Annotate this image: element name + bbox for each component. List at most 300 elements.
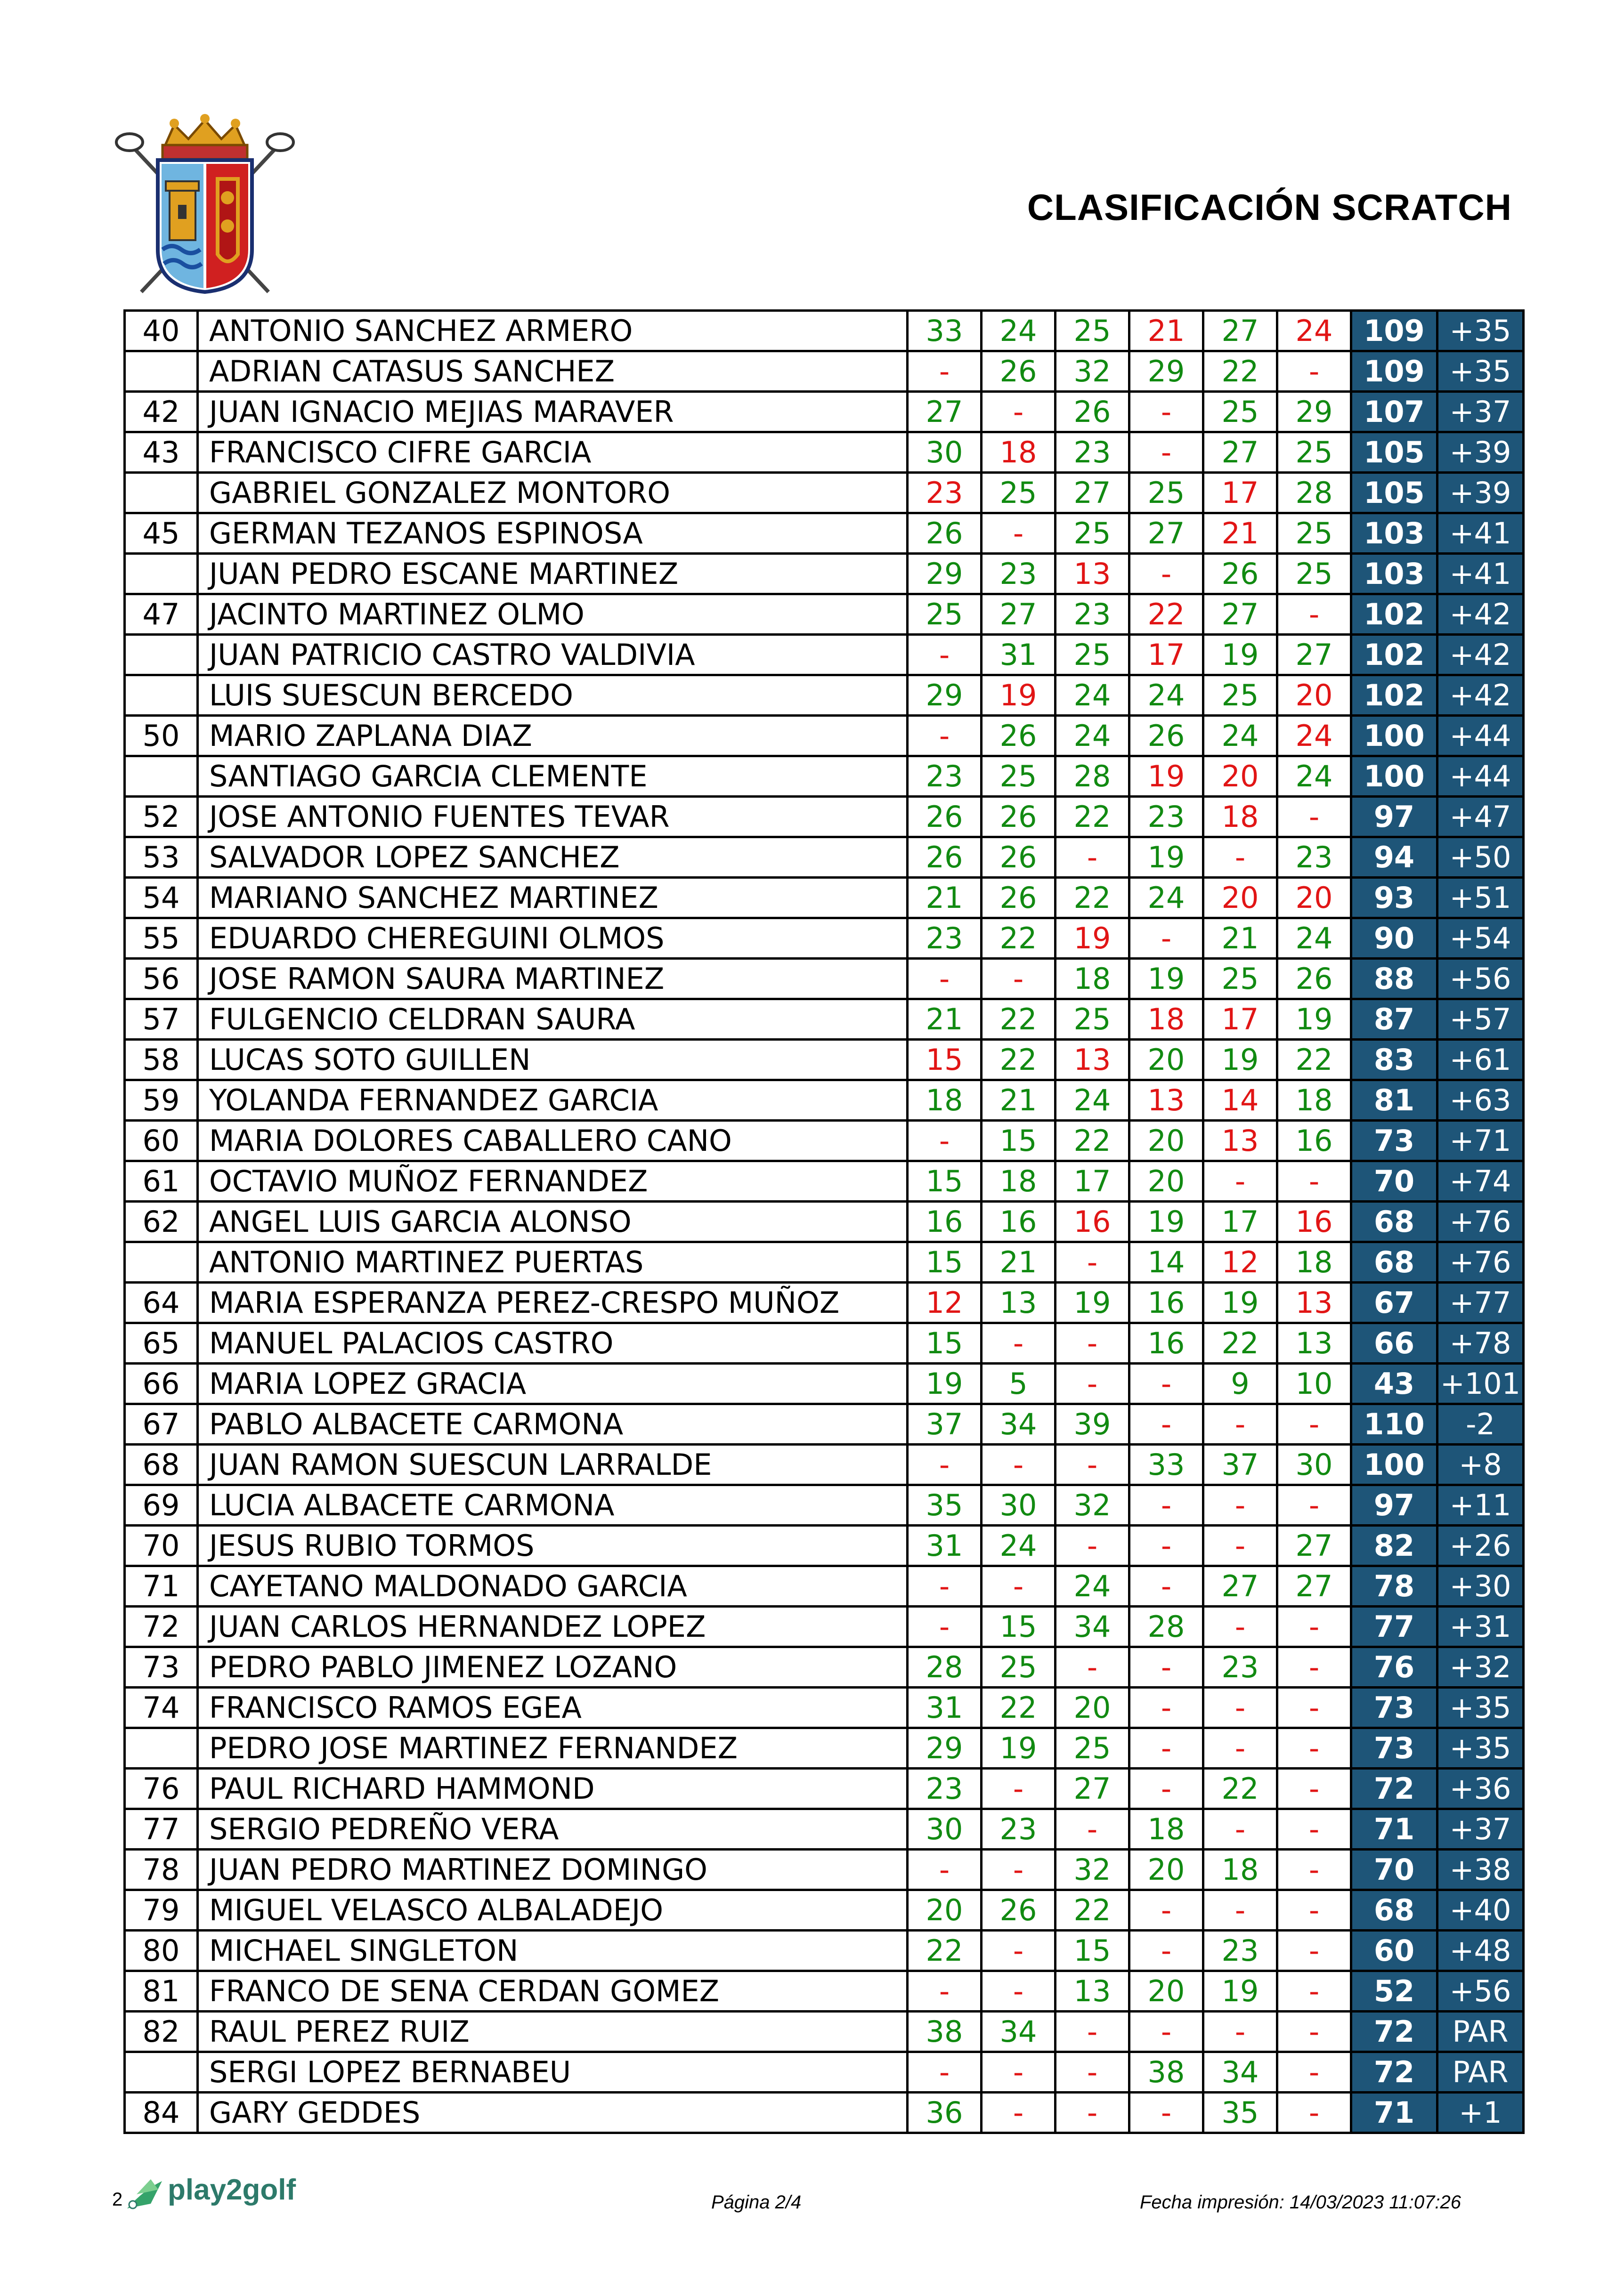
round-score-cell: 27	[1203, 594, 1277, 635]
round-score-cell: -	[1129, 392, 1203, 432]
player-name-cell: JOSE RAMON SAURA MARTINEZ	[198, 959, 908, 999]
position-cell: 66	[125, 1364, 198, 1404]
player-name-cell: JUAN PEDRO MARTINEZ DOMINGO	[198, 1850, 908, 1890]
round-score-cell: 26	[982, 351, 1056, 392]
round-score-cell: 16	[982, 1202, 1056, 1242]
round-score-cell: 13	[1277, 1323, 1351, 1364]
player-name-cell: ANTONIO SANCHEZ ARMERO	[198, 311, 908, 351]
round-score-cell: 25	[982, 1647, 1056, 1688]
round-score-cell: 30	[908, 1809, 982, 1850]
player-name-cell: PABLO ALBACETE CARMONA	[198, 1404, 908, 1445]
table-row	[125, 1161, 1524, 1202]
round-score-cell: -	[1129, 1688, 1203, 1728]
round-score-cell: 20	[1277, 675, 1351, 716]
round-score-cell: 34	[982, 2012, 1056, 2052]
total-cell: 78	[1351, 1566, 1437, 1607]
position-cell: 68	[125, 1445, 198, 1485]
round-score-cell: -	[982, 1323, 1056, 1364]
total-cell: 68	[1351, 1242, 1437, 1283]
par-difference-cell: +56	[1437, 959, 1524, 999]
table-row	[125, 1647, 1524, 1688]
round-score-cell: 16	[1277, 1121, 1351, 1161]
round-score-cell: 38	[908, 2012, 982, 2052]
round-score-cell: 34	[1203, 2052, 1277, 2093]
round-score-cell: 24	[982, 311, 1056, 351]
round-score-cell: 26	[1277, 959, 1351, 999]
round-score-cell: 32	[1056, 1485, 1129, 1526]
par-difference-cell: +57	[1437, 999, 1524, 1040]
player-name-cell: OCTAVIO MUÑOZ FERNANDEZ	[198, 1161, 908, 1202]
round-score-cell: -	[908, 1566, 982, 1607]
table-row	[125, 959, 1524, 999]
round-score-cell: -	[1203, 1728, 1277, 1769]
round-score-cell: 19	[1203, 1040, 1277, 1080]
round-score-cell: -	[908, 1850, 982, 1890]
round-score-cell: 39	[1056, 1404, 1129, 1445]
round-score-cell: 13	[982, 1283, 1056, 1323]
round-score-cell: 21	[908, 878, 982, 918]
player-name-cell: MANUEL PALACIOS CASTRO	[198, 1323, 908, 1364]
player-name-cell: ANGEL LUIS GARCIA ALONSO	[198, 1202, 908, 1242]
table-row	[125, 878, 1524, 918]
table-row	[125, 918, 1524, 959]
par-difference-cell: +42	[1437, 594, 1524, 635]
round-score-cell: 29	[1129, 351, 1203, 392]
round-score-cell: 28	[1056, 756, 1129, 797]
round-score-cell: -	[1277, 1688, 1351, 1728]
position-cell	[125, 473, 198, 513]
player-name-cell: RAUL PEREZ RUIZ	[198, 2012, 908, 2052]
round-score-cell: 26	[1203, 554, 1277, 594]
position-cell: 76	[125, 1769, 198, 1809]
position-cell: 71	[125, 1566, 198, 1607]
round-score-cell: 35	[908, 1485, 982, 1526]
par-difference-cell: +42	[1437, 635, 1524, 675]
par-difference-cell: +77	[1437, 1283, 1524, 1323]
player-name-cell: JACINTO MARTINEZ OLMO	[198, 594, 908, 635]
round-score-cell: 25	[1277, 513, 1351, 554]
round-score-cell: 27	[1129, 513, 1203, 554]
par-difference-cell: +44	[1437, 756, 1524, 797]
round-score-cell: -	[1056, 2093, 1129, 2133]
round-score-cell: 16	[1277, 1202, 1351, 1242]
position-cell: 69	[125, 1485, 198, 1526]
player-name-cell: CAYETANO MALDONADO GARCIA	[198, 1566, 908, 1607]
round-score-cell: 21	[982, 1242, 1056, 1283]
position-cell: 59	[125, 1080, 198, 1121]
round-score-cell: 21	[1129, 311, 1203, 351]
player-name-cell: SERGIO PEDREÑO VERA	[198, 1809, 908, 1850]
round-score-cell: -	[1277, 1728, 1351, 1769]
round-score-cell: -	[1056, 1323, 1129, 1364]
round-score-cell: 15	[908, 1161, 982, 1202]
par-difference-cell: +41	[1437, 554, 1524, 594]
par-difference-cell: +101	[1437, 1364, 1524, 1404]
round-score-cell: 33	[908, 311, 982, 351]
total-cell: 103	[1351, 513, 1437, 554]
position-cell: 43	[125, 432, 198, 473]
player-name-cell: GABRIEL GONZALEZ MONTORO	[198, 473, 908, 513]
round-score-cell: 23	[1129, 797, 1203, 837]
table-row	[125, 1769, 1524, 1809]
round-score-cell: 23	[908, 473, 982, 513]
table-row	[125, 756, 1524, 797]
page-indicator: Página 2/4	[711, 2192, 802, 2213]
round-score-cell: -	[1129, 1364, 1203, 1404]
total-cell: 73	[1351, 1728, 1437, 1769]
round-score-cell: 26	[982, 1890, 1056, 1931]
round-score-cell: 20	[1129, 1040, 1203, 1080]
round-score-cell: -	[1129, 1647, 1203, 1688]
round-score-cell: -	[1056, 2052, 1129, 2093]
round-score-cell: -	[1129, 918, 1203, 959]
position-cell	[125, 1728, 198, 1769]
position-cell: 57	[125, 999, 198, 1040]
par-difference-cell: +1	[1437, 2093, 1524, 2133]
round-score-cell: -	[982, 1850, 1056, 1890]
round-score-cell: 37	[908, 1404, 982, 1445]
round-score-cell: -	[1129, 1485, 1203, 1526]
position-cell	[125, 756, 198, 797]
round-score-cell: 15	[908, 1323, 982, 1364]
round-score-cell: 25	[1277, 432, 1351, 473]
round-score-cell: 19	[1129, 1202, 1203, 1242]
print-date: Fecha impresión: 14/03/2023 11:07:26	[1140, 2192, 1461, 2213]
round-score-cell: 26	[982, 837, 1056, 878]
round-score-cell: 26	[1129, 716, 1203, 756]
round-score-cell: 29	[908, 1728, 982, 1769]
round-score-cell: 29	[908, 554, 982, 594]
round-score-cell: 18	[982, 1161, 1056, 1202]
total-cell: 68	[1351, 1890, 1437, 1931]
round-score-cell: 20	[1129, 1850, 1203, 1890]
table-row	[125, 635, 1524, 675]
table-row	[125, 1526, 1524, 1566]
table-row	[125, 1040, 1524, 1080]
round-score-cell: 20	[908, 1890, 982, 1931]
par-difference-cell: +61	[1437, 1040, 1524, 1080]
round-score-cell: 18	[1277, 1080, 1351, 1121]
round-score-cell: -	[1056, 1647, 1129, 1688]
player-name-cell: FRANCISCO RAMOS EGEA	[198, 1688, 908, 1728]
round-score-cell: 22	[1203, 1769, 1277, 1809]
table-row	[125, 1566, 1524, 1607]
round-score-cell: 30	[1277, 1445, 1351, 1485]
round-score-cell: 27	[1203, 432, 1277, 473]
round-score-cell: 25	[1056, 999, 1129, 1040]
round-score-cell: 16	[908, 1202, 982, 1242]
total-cell: 73	[1351, 1688, 1437, 1728]
par-difference-cell: +63	[1437, 1080, 1524, 1121]
round-score-cell: -	[1277, 1890, 1351, 1931]
table-row	[125, 1121, 1524, 1161]
round-score-cell: 21	[982, 1080, 1056, 1121]
round-score-cell: 12	[1203, 1242, 1277, 1283]
position-cell: 73	[125, 1647, 198, 1688]
position-cell	[125, 554, 198, 594]
par-difference-cell: +32	[1437, 1647, 1524, 1688]
round-score-cell: 19	[1129, 837, 1203, 878]
round-score-cell: 19	[1129, 959, 1203, 999]
par-difference-cell: +54	[1437, 918, 1524, 959]
position-cell: 72	[125, 1607, 198, 1647]
round-score-cell: 19	[1056, 918, 1129, 959]
table-row	[125, 2093, 1524, 2133]
logo-text: play2golf	[168, 2174, 296, 2206]
player-name-cell: MICHAEL SINGLETON	[198, 1931, 908, 1971]
table-row	[125, 1323, 1524, 1364]
par-difference-cell: +48	[1437, 1931, 1524, 1971]
round-score-cell: 18	[1129, 1809, 1203, 1850]
position-cell	[125, 675, 198, 716]
round-score-cell: 26	[982, 716, 1056, 756]
round-score-cell: 24	[1129, 675, 1203, 716]
player-name-cell: LUIS SUESCUN BERCEDO	[198, 675, 908, 716]
position-cell: 50	[125, 716, 198, 756]
round-score-cell: -	[982, 1566, 1056, 1607]
round-score-cell: 25	[982, 756, 1056, 797]
round-score-cell: 18	[1203, 797, 1277, 837]
round-score-cell: -	[982, 959, 1056, 999]
position-cell: 67	[125, 1404, 198, 1445]
position-cell: 47	[125, 594, 198, 635]
round-score-cell: 36	[908, 2093, 982, 2133]
round-score-cell: 25	[1203, 675, 1277, 716]
golf-flag-icon	[122, 2175, 166, 2212]
round-score-cell: 22	[1056, 878, 1129, 918]
round-score-cell: 25	[1277, 554, 1351, 594]
total-cell: 109	[1351, 311, 1437, 351]
round-score-cell: 28	[908, 1647, 982, 1688]
total-cell: 102	[1351, 594, 1437, 635]
table-row	[125, 513, 1524, 554]
position-cell: 80	[125, 1931, 198, 1971]
round-score-cell: 30	[908, 432, 982, 473]
round-score-cell: 18	[1277, 1242, 1351, 1283]
position-cell: 82	[125, 2012, 198, 2052]
total-cell: 110	[1351, 1404, 1437, 1445]
round-score-cell: 22	[1129, 594, 1203, 635]
round-score-cell: -	[1056, 1526, 1129, 1566]
position-cell	[125, 351, 198, 392]
round-score-cell: -	[1277, 797, 1351, 837]
round-score-cell: 10	[1277, 1364, 1351, 1404]
position-cell: 74	[125, 1688, 198, 1728]
round-score-cell: 26	[908, 837, 982, 878]
round-score-cell: 17	[1056, 1161, 1129, 1202]
player-name-cell: MARIO ZAPLANA DIAZ	[198, 716, 908, 756]
position-cell: 54	[125, 878, 198, 918]
total-cell: 97	[1351, 1485, 1437, 1526]
round-score-cell: 23	[908, 1769, 982, 1809]
round-score-cell: -	[1129, 1566, 1203, 1607]
par-difference-cell: +35	[1437, 1728, 1524, 1769]
table-row	[125, 1404, 1524, 1445]
total-cell: 66	[1351, 1323, 1437, 1364]
round-score-cell: -	[1277, 594, 1351, 635]
round-score-cell: 25	[982, 473, 1056, 513]
round-score-cell: 38	[1129, 2052, 1203, 2093]
round-score-cell: 28	[1277, 473, 1351, 513]
round-score-cell: 22	[1056, 1121, 1129, 1161]
round-score-cell: -	[1203, 1688, 1277, 1728]
table-row	[125, 554, 1524, 594]
round-score-cell: 24	[1056, 1566, 1129, 1607]
player-name-cell: LUCIA ALBACETE CARMONA	[198, 1485, 908, 1526]
total-cell: 93	[1351, 878, 1437, 918]
table-row	[125, 999, 1524, 1040]
total-cell: 72	[1351, 2012, 1437, 2052]
par-difference-cell: +47	[1437, 797, 1524, 837]
player-name-cell: PAUL RICHARD HAMMOND	[198, 1769, 908, 1809]
round-score-cell: -	[982, 1445, 1056, 1485]
round-score-cell: 27	[1277, 635, 1351, 675]
player-name-cell: MARIANO SANCHEZ MARTINEZ	[198, 878, 908, 918]
round-score-cell: -	[1277, 1161, 1351, 1202]
player-name-cell: JESUS RUBIO TORMOS	[198, 1526, 908, 1566]
player-name-cell: JUAN PEDRO ESCANE MARTINEZ	[198, 554, 908, 594]
par-difference-cell: PAR	[1437, 2052, 1524, 2093]
round-score-cell: -	[908, 1121, 982, 1161]
round-score-cell: 32	[1056, 1850, 1129, 1890]
round-score-cell: 19	[982, 675, 1056, 716]
round-score-cell: 22	[982, 999, 1056, 1040]
player-name-cell: JUAN PATRICIO CASTRO VALDIVIA	[198, 635, 908, 675]
round-score-cell: 20	[1129, 1971, 1203, 2012]
table-row	[125, 837, 1524, 878]
round-score-cell: 22	[1203, 351, 1277, 392]
player-name-cell: JOSE ANTONIO FUENTES TEVAR	[198, 797, 908, 837]
position-cell: 42	[125, 392, 198, 432]
player-name-cell: PEDRO JOSE MARTINEZ FERNANDEZ	[198, 1728, 908, 1769]
player-name-cell: GARY GEDDES	[198, 2093, 908, 2133]
round-score-cell: -	[1277, 2093, 1351, 2133]
total-cell: 103	[1351, 554, 1437, 594]
round-score-cell: 31	[908, 1688, 982, 1728]
total-cell: 68	[1351, 1202, 1437, 1242]
table-row	[125, 432, 1524, 473]
round-score-cell: 27	[1277, 1566, 1351, 1607]
par-difference-cell: +31	[1437, 1607, 1524, 1647]
round-score-cell: 27	[982, 594, 1056, 635]
round-score-cell: -	[908, 351, 982, 392]
round-score-cell: 29	[1277, 392, 1351, 432]
round-score-cell: 25	[1056, 311, 1129, 351]
round-score-cell: 14	[1203, 1080, 1277, 1121]
round-score-cell: -	[1056, 2012, 1129, 2052]
round-score-cell: -	[982, 1769, 1056, 1809]
round-score-cell: 27	[1203, 1566, 1277, 1607]
round-score-cell: 33	[1129, 1445, 1203, 1485]
table-row	[125, 1607, 1524, 1647]
round-score-cell: 15	[908, 1040, 982, 1080]
par-difference-cell: +56	[1437, 1971, 1524, 2012]
round-score-cell: -	[908, 1607, 982, 1647]
round-score-cell: 13	[1203, 1121, 1277, 1161]
round-score-cell: -	[982, 2093, 1056, 2133]
round-score-cell: 24	[1056, 1080, 1129, 1121]
round-score-cell: 34	[1056, 1607, 1129, 1647]
par-difference-cell: +35	[1437, 311, 1524, 351]
round-score-cell: -	[1277, 2012, 1351, 2052]
player-name-cell: JUAN RAMON SUESCUN LARRALDE	[198, 1445, 908, 1485]
position-cell: 52	[125, 797, 198, 837]
par-difference-cell: +76	[1437, 1242, 1524, 1283]
round-score-cell: -	[1203, 1404, 1277, 1445]
round-score-cell: 24	[1056, 675, 1129, 716]
round-score-cell: 20	[1129, 1161, 1203, 1202]
total-cell: 102	[1351, 675, 1437, 716]
round-score-cell: -	[1277, 1850, 1351, 1890]
position-cell	[125, 1242, 198, 1283]
total-cell: 109	[1351, 351, 1437, 392]
total-cell: 87	[1351, 999, 1437, 1040]
table-row	[125, 1688, 1524, 1728]
player-name-cell: MARIA DOLORES CABALLERO CANO	[198, 1121, 908, 1161]
round-score-cell: 26	[1056, 392, 1129, 432]
round-score-cell: 13	[1277, 1283, 1351, 1323]
round-score-cell: -	[1129, 1728, 1203, 1769]
total-cell: 71	[1351, 2093, 1437, 2133]
round-score-cell: 19	[1203, 1283, 1277, 1323]
total-cell: 81	[1351, 1080, 1437, 1121]
par-difference-cell: +8	[1437, 1445, 1524, 1485]
round-score-cell: -	[1056, 1364, 1129, 1404]
round-score-cell: 24	[1129, 878, 1203, 918]
round-score-cell: 16	[1056, 1202, 1129, 1242]
total-cell: 100	[1351, 756, 1437, 797]
total-cell: 105	[1351, 432, 1437, 473]
round-score-cell: 16	[1129, 1323, 1203, 1364]
par-difference-cell: +78	[1437, 1323, 1524, 1364]
round-score-cell: 26	[908, 513, 982, 554]
round-score-cell: 26	[982, 878, 1056, 918]
round-score-cell: 24	[1277, 716, 1351, 756]
total-cell: 43	[1351, 1364, 1437, 1404]
player-name-cell: MARIA LOPEZ GRACIA	[198, 1364, 908, 1404]
par-difference-cell: +71	[1437, 1121, 1524, 1161]
round-score-cell: 20	[1203, 756, 1277, 797]
round-score-cell: 23	[1056, 594, 1129, 635]
position-cell: 56	[125, 959, 198, 999]
round-score-cell: -	[1203, 837, 1277, 878]
round-score-cell: 25	[1056, 635, 1129, 675]
round-score-cell: 25	[1056, 1728, 1129, 1769]
position-cell: 60	[125, 1121, 198, 1161]
position-cell: 64	[125, 1283, 198, 1323]
table-row	[125, 1364, 1524, 1404]
round-score-cell: 18	[982, 432, 1056, 473]
round-score-cell: -	[1129, 432, 1203, 473]
round-score-cell: 27	[1277, 1526, 1351, 1566]
player-name-cell: MARIA ESPERANZA PEREZ-CRESPO MUÑOZ	[198, 1283, 908, 1323]
round-score-cell: 19	[908, 1364, 982, 1404]
total-cell: 76	[1351, 1647, 1437, 1688]
position-cell: 65	[125, 1323, 198, 1364]
total-cell: 88	[1351, 959, 1437, 999]
round-score-cell: -	[1056, 1445, 1129, 1485]
total-cell: 94	[1351, 837, 1437, 878]
player-name-cell: LUCAS SOTO GUILLEN	[198, 1040, 908, 1080]
round-score-cell: 23	[1056, 432, 1129, 473]
round-score-cell: -	[1203, 1890, 1277, 1931]
round-score-cell: -	[1277, 1485, 1351, 1526]
round-score-cell: -	[982, 1971, 1056, 2012]
round-score-cell: 22	[1056, 797, 1129, 837]
round-score-cell: 20	[1129, 1121, 1203, 1161]
player-name-cell: ANTONIO MARTINEZ PUERTAS	[198, 1242, 908, 1283]
round-score-cell: 22	[982, 1040, 1056, 1080]
